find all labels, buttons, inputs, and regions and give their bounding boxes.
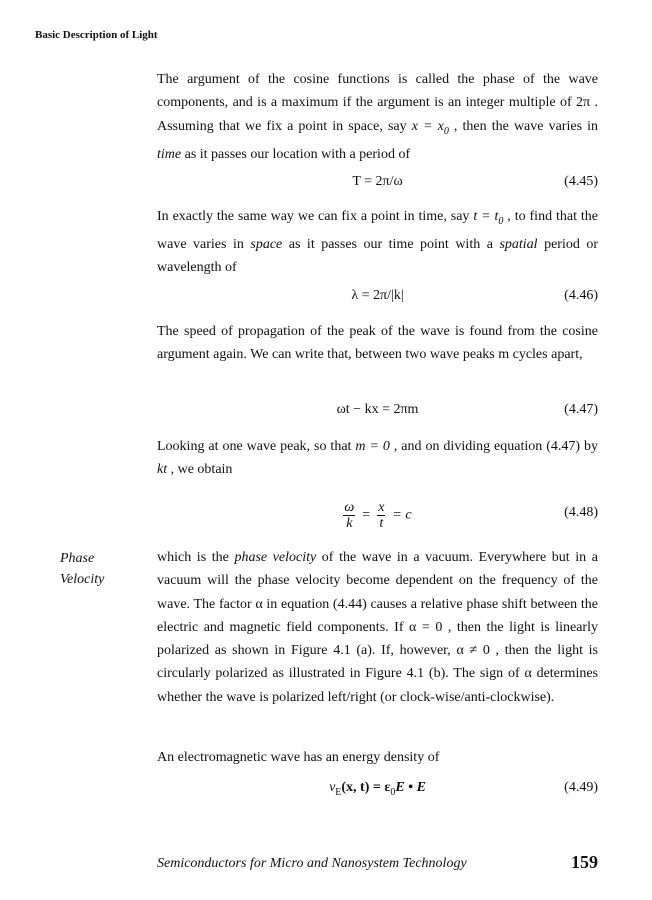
p1-text-c: as it passes our location with a period of: [181, 146, 411, 162]
running-header: Basic Description of Light: [35, 29, 158, 41]
equation-expr: T = 2π/ω: [352, 174, 403, 189]
paragraph-phase-velocity: [157, 546, 598, 709]
equation-expr: ωt − kx = 2πm: [336, 402, 419, 417]
p2-spatial-emph: spatial: [499, 237, 538, 253]
fraction-x-over-t: $\frac{x}{t}$: [378, 500, 385, 531]
inline-x-eq-x0: $x = x_0$: [411, 118, 449, 137]
paragraph-phase-intro: [157, 68, 598, 166]
paragraph-wave-peak: [157, 435, 598, 482]
p4-text-c: , we obtain: [167, 462, 233, 478]
paragraph-energy-density: An electromagnetic wave has an energy density of: [157, 750, 440, 765]
paragraph-speed-propagation: The speed of propagation of the peak of the wave is found from the cosine argument again. We can write that, between two wave peaks m cycles apart,: [157, 324, 598, 363]
equation-number: (4.45): [564, 174, 598, 189]
p2-space-emph: space: [250, 237, 283, 253]
equation-4-49: [157, 780, 598, 802]
margin-note-phase-velocity: [60, 548, 104, 590]
margin-note-line: Phase: [60, 551, 95, 566]
equation-4-47: [157, 402, 598, 424]
equation-rhs: = c: [392, 507, 412, 523]
p5-text-a: which is the: [157, 550, 235, 565]
p1-text-a: The argument of the cosine functions is called the phase of the wave components, and is a maximum if the argument is an integer multiple of 2π . Assuming that we fix a point in space, say: [157, 72, 598, 134]
equation-number: (4.46): [564, 288, 598, 303]
equation-number: (4.49): [564, 780, 598, 795]
equation-number: (4.48): [564, 505, 598, 520]
equation-expr: $v_E(x$, $t) = \varepsilon_0E$ • E: [329, 780, 426, 798]
p4-text-a: Looking at one wave peak, so that: [157, 439, 356, 454]
p2-text-d: period or wavelength of: [157, 237, 598, 276]
equation-number: (4.47): [564, 402, 598, 417]
fraction-omega-over-k: $\frac{\omega}{k}$: [344, 500, 355, 531]
equation-expr: λ = 2π/|k|: [351, 288, 404, 303]
equation-4-46: [157, 288, 598, 310]
p2-text-b: , to find that the wave varies in: [157, 209, 598, 253]
inline-t-eq-t0: $t = t_0$: [473, 209, 504, 227]
p4-text-b: , and on dividing equation (4.47) by: [389, 439, 599, 454]
equation-4-45: [157, 174, 598, 196]
p1-time-emph: time: [157, 146, 182, 162]
p2-text-c: as it passes our time point with a: [282, 237, 500, 253]
equation-4-48: $\frac{\omega}{k}$ = $\frac{x}{t}$ = c (4.48): [344, 500, 598, 531]
p1-text-b: , then the wave varies in: [448, 118, 599, 134]
inline-kt: kt: [157, 462, 168, 478]
page-number: 159: [571, 852, 598, 872]
margin-note-line: Velocity: [60, 572, 105, 587]
paragraph-wavelength: [157, 205, 598, 280]
p5-phase-velocity-emph: phase velocity: [234, 550, 317, 565]
inline-m-eq-0: m = 0: [355, 439, 390, 454]
p2-text-a: In exactly the same way we can fix a point in time, say: [157, 209, 474, 224]
p5-text-b: of the wave in a vacuum. Everywhere but in a vacuum will the phase velocity become dependent on the frequency of the wave. The factor α in equation (4.44) causes a relative phase shift between the electric and magnetic field components. If α = 0 , then the light is linearly polarized as shown in Figure 4.1 (a). If, however, α ≠ 0 , then the light is circularly polarized as illustrated in Figure 4.1 (b). The sign of α determines whether the wave is polarized left/right (or clock-wise/anti-clockwise).: [157, 550, 598, 705]
footer-book-title: Semiconductors for Micro and Nanosystem Technology: [157, 856, 467, 871]
